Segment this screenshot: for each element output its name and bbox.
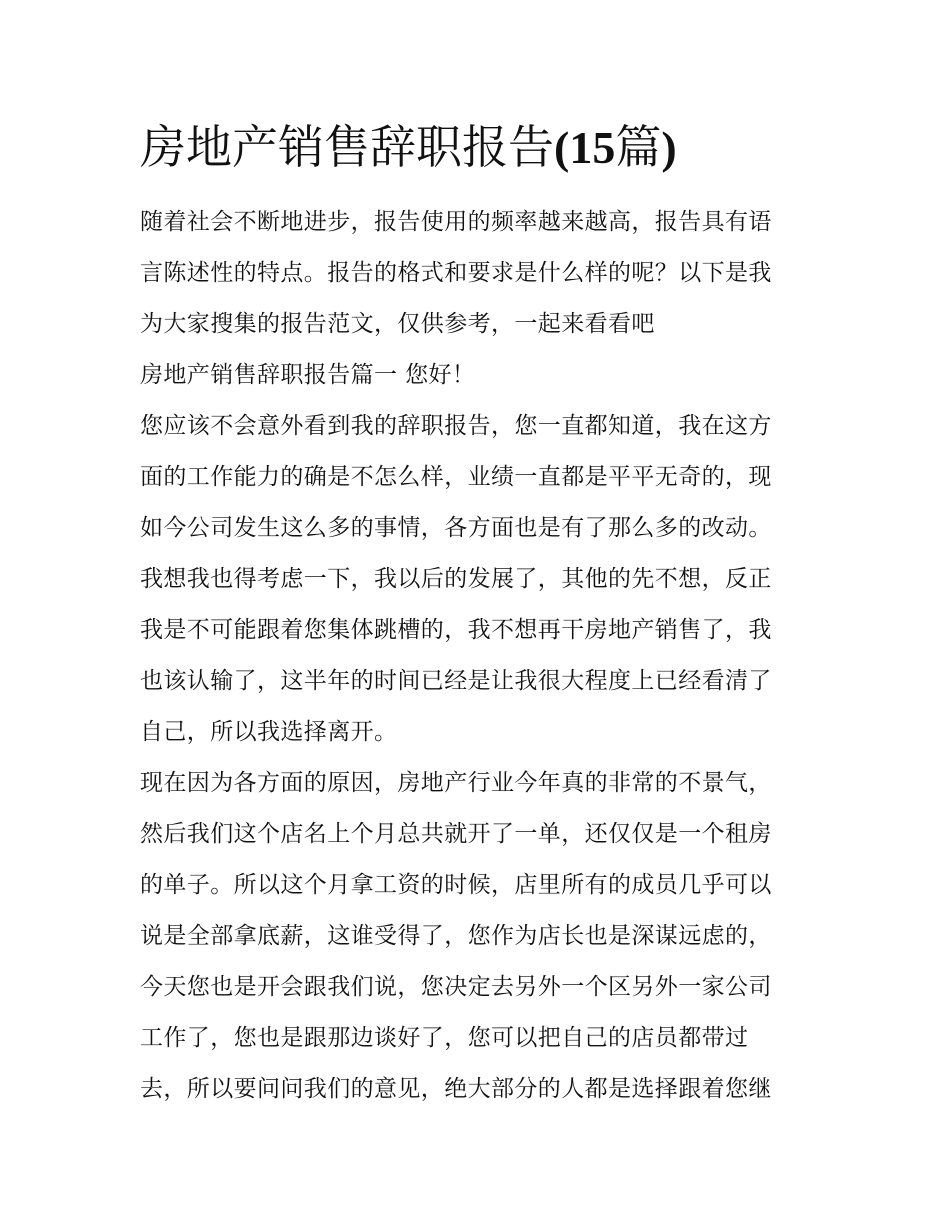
body-line: 现在因为各方面的原因，房地产行业今年真的非常的不景气， bbox=[140, 770, 772, 796]
body-line: 工作了，您也是跟那边谈好了，您可以把自己的店员都带过 bbox=[140, 1025, 749, 1051]
section-heading: 房地产销售辞职报告篇一 您好！ bbox=[140, 362, 476, 388]
body-line: 随着社会不断地进步，报告使用的频率越来越高，报告具有语 bbox=[140, 209, 772, 235]
body-line: 我是不可能跟着您集体跳槽的，我不想再干房地产销售了，我 bbox=[140, 617, 772, 643]
body-line: 的单子。所以这个月拿工资的时候，店里所有的成员几乎可以 bbox=[140, 872, 772, 898]
body-line: 您应该不会意外看到我的辞职报告，您一直都知道，我在这方 bbox=[140, 413, 772, 439]
body-line: 自己，所以我选择离开。 bbox=[140, 719, 398, 745]
body-line: 如今公司发生这么多的事情，各方面也是有了那么多的改动。 bbox=[140, 515, 772, 541]
title-paren-close: ) bbox=[661, 122, 677, 173]
body-line: 为大家搜集的报告范文，仅供参考，一起来看看吧 bbox=[140, 311, 655, 337]
body-line: 说是全部拿底薪，这谁受得了，您作为店长也是深谋远虑的， bbox=[140, 923, 772, 949]
title-count: 15 bbox=[569, 122, 616, 173]
title-paren-open: ( bbox=[554, 122, 570, 173]
body-line: 也该认输了，这半年的时间已经是让我很大程度上已经看清了 bbox=[140, 668, 772, 694]
body-line: 面的工作能力的确是不怎么样，业绩一直都是平平无奇的，现 bbox=[140, 464, 772, 490]
body-line: 言陈述性的特点。报告的格式和要求是什么样的呢？以下是我 bbox=[140, 260, 772, 286]
title-unit: 篇 bbox=[615, 120, 662, 174]
body-line: 我想我也得考虑一下，我以后的发展了，其他的先不想，反正 bbox=[140, 566, 772, 592]
body-line: 然后我们这个店名上个月总共就开了一单，还仅仅是一个租房 bbox=[140, 821, 772, 847]
body-line: 去，所以要问问我们的意见，绝大部分的人都是选择跟着您继 bbox=[140, 1076, 772, 1102]
body-line: 今天您也是开会跟我们说，您决定去另外一个区另外一家公司 bbox=[140, 974, 772, 1000]
title-main-text: 房地产销售辞职报告 bbox=[140, 120, 554, 174]
document-title bbox=[140, 112, 840, 183]
